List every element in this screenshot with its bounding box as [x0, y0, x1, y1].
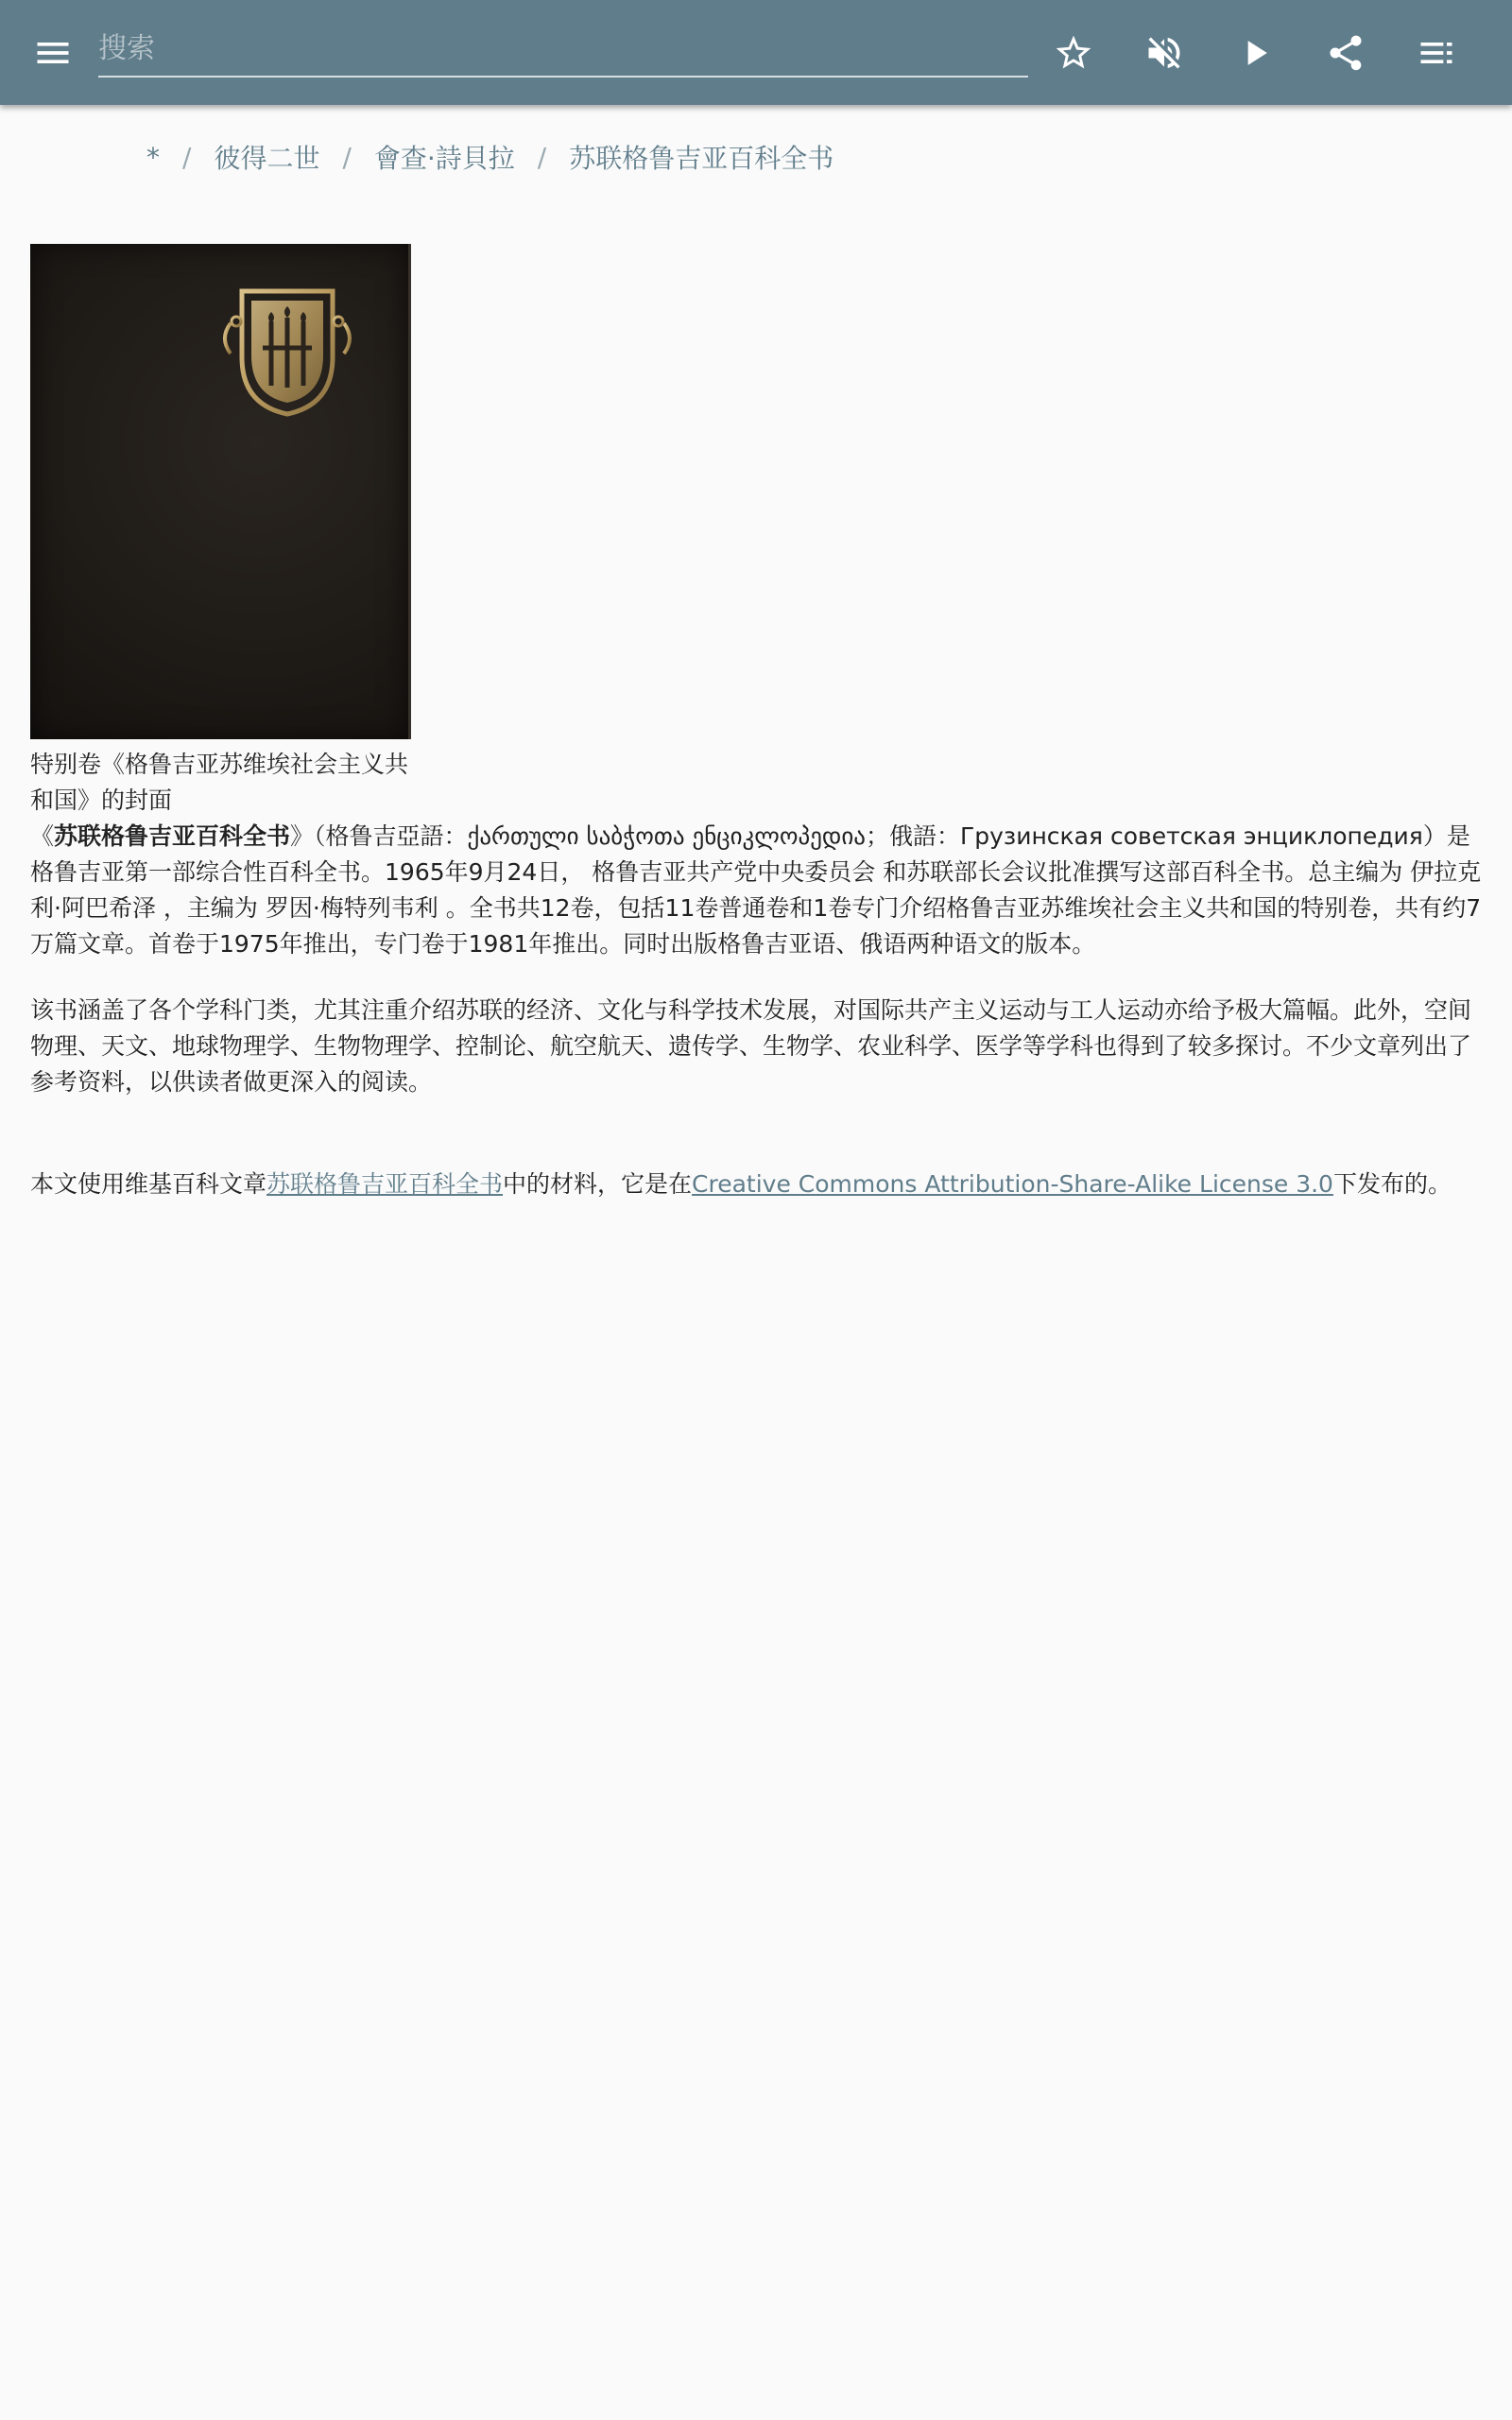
search-input[interactable] — [98, 21, 1028, 76]
source-article-link[interactable]: 苏联格鲁吉亚百科全书 — [266, 1170, 504, 1198]
star-icon — [1053, 32, 1094, 74]
playlist-icon — [1416, 32, 1457, 74]
article-paragraph-1 — [30, 819, 1486, 962]
contents-button[interactable] — [1406, 23, 1467, 83]
spacer — [30, 1100, 1486, 1167]
bookmark-button[interactable] — [1043, 23, 1104, 83]
mute-button[interactable] — [1134, 23, 1194, 83]
license-notice — [30, 1167, 1486, 1202]
app-bar — [0, 0, 1512, 105]
cover-emblem-icon — [30, 244, 408, 739]
license-link[interactable]: Creative Commons Attribution-Share-Alike License 3.0 — [692, 1170, 1333, 1198]
breadcrumb-item-current[interactable]: 苏联格鲁吉亚百科全书 — [569, 143, 834, 174]
article-paragraph-2: 该书涵盖了各个学科门类，尤其注重介绍苏联的经济、文化与科学技术发展，对国际共产主义运动与工人运动亦给予极大篇幅。此外，空间物理、天文、地球物理学、生物物理学、控制论、航空航天、遗传学、生物学、农业科学、医学等学科也得到了较多探讨。不少文章列出了参考资料，以供读者做更深入的阅读。 — [30, 996, 1472, 1096]
license-prefix: 本文使用维基百科文章 — [30, 1170, 267, 1198]
article-title: 苏联格鲁吉亚百科全书 — [54, 822, 291, 850]
menu-icon — [32, 32, 74, 74]
breadcrumb-item-shibeila[interactable]: 會查·詩貝拉 — [373, 143, 515, 174]
volume-off-icon — [1143, 32, 1185, 74]
paragraph-text: 》（格鲁吉亞語：ქართული საბჭოთა ენციკლოპედია；俄語：Грузинская советская энциклопедия）是格鲁吉亚第一部综合性百科全书。1965年9月24日， 格鲁吉亚共产党中央委员会 和苏联部长会议批准撰写这部百科全书。总主编为 伊拉克利·阿巴希泽 ，主编为 罗因·梅特列韦利 。全书共12卷，包括11卷普通卷和1卷专门介绍格鲁吉亚苏维埃社会主义共和国的特别卷，共有约7万篇文章。首卷于1975年推出，专门卷于1981年推出。同时出版格鲁吉亚语、俄语两种语文的版本。 — [30, 822, 1482, 958]
share-button[interactable] — [1315, 23, 1376, 83]
breadcrumb-separator: / — [537, 141, 547, 173]
breadcrumb-separator: / — [182, 141, 192, 173]
share-icon — [1325, 32, 1366, 74]
license-suffix: 下发布的。 — [1332, 1170, 1452, 1198]
play-button[interactable] — [1225, 23, 1285, 83]
license-middle: 中的材料，它是在 — [503, 1170, 693, 1198]
menu-button[interactable] — [23, 23, 83, 83]
breadcrumb-separator: / — [342, 141, 352, 173]
encyclopedia-cover-image[interactable] — [30, 244, 411, 739]
figure-caption: 特别卷《格鲁吉亚苏维埃社会主义共和国》的封面 — [30, 751, 409, 814]
breadcrumb-item-peter-ii[interactable]: 彼得二世 — [214, 143, 320, 174]
play-icon — [1234, 32, 1276, 74]
search-field[interactable] — [98, 21, 1028, 78]
title-open-bracket: 《 — [30, 822, 55, 850]
breadcrumb — [146, 138, 833, 176]
breadcrumb-item-root[interactable]: * — [146, 141, 160, 173]
article-body — [30, 819, 1486, 1202]
